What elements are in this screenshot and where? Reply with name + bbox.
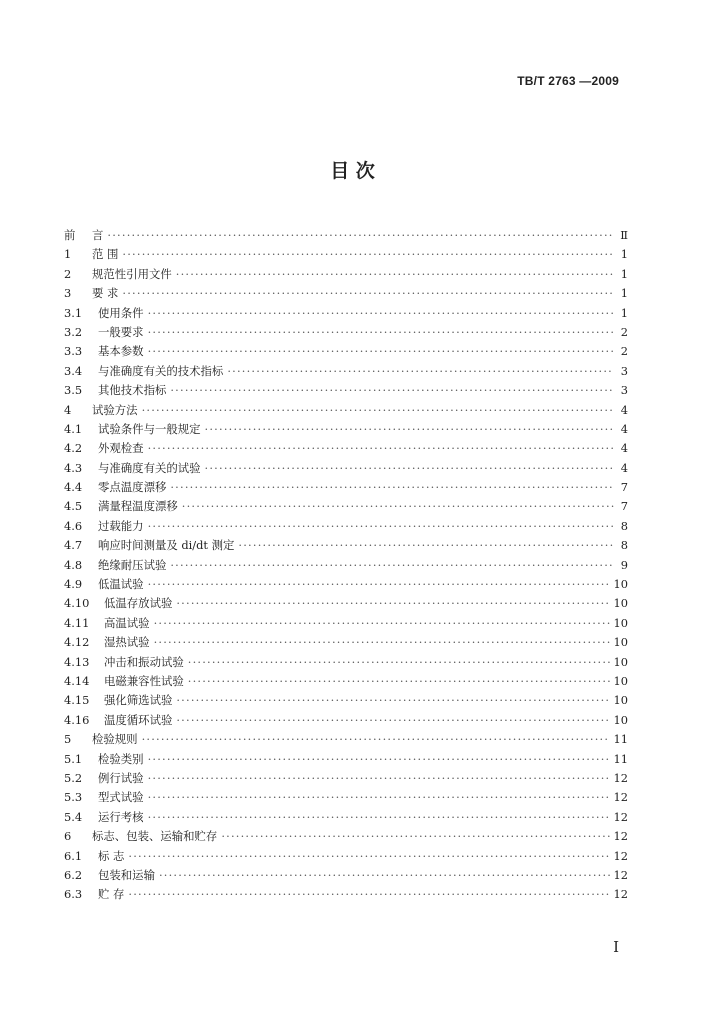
toc-leader-dots [238, 536, 614, 555]
toc-leader-dots [221, 827, 609, 846]
toc-entry-page: 12 [613, 809, 628, 824]
toc-entry-label: 运行考核 [98, 809, 144, 824]
toc-leader-dots [170, 478, 614, 497]
toc-entry-number: 1 [64, 247, 72, 262]
toc-entry-page: 1 [620, 247, 628, 262]
toc-leader-dots [128, 847, 609, 866]
toc-leader-dots [148, 788, 610, 807]
toc-entry[interactable] [64, 439, 628, 458]
toc-entry-label: 与准确度有关的技术指标 [98, 363, 224, 378]
toc-leader-dots [148, 769, 610, 788]
toc-entry-page: 3 [620, 383, 628, 398]
toc-entry-label: 试验条件与一般规定 [98, 421, 201, 436]
toc-entry-label: 基本参数 [98, 344, 144, 359]
toc-entry[interactable] [64, 730, 628, 749]
toc-entry-label: 标志、包装、运输和贮存 [92, 829, 218, 844]
toc-leader-dots [154, 614, 610, 633]
toc-entry-number: 3.3 [64, 344, 83, 359]
toc-leader-dots [128, 885, 609, 904]
page-title: 目 次 [330, 160, 375, 182]
toc-entry[interactable] [64, 265, 628, 284]
toc-entry-number: 3.4 [64, 363, 83, 378]
toc-entry-label: 外观检查 [98, 441, 144, 456]
toc-entry-page: 10 [613, 615, 628, 630]
toc-entry[interactable] [64, 284, 628, 303]
toc-entry-label: 满量程温度漂移 [98, 499, 178, 514]
page-number: I [613, 938, 619, 956]
toc-entry-label: 绝缘耐压试验 [98, 557, 167, 572]
toc-entry-number: 4.11 [64, 615, 90, 630]
toc-leader-dots [148, 750, 610, 769]
toc-entry-label: 过载能力 [98, 518, 144, 533]
toc-leader-dots [122, 284, 614, 303]
toc-leader-dots [148, 323, 614, 342]
toc-entry-page: 9 [620, 557, 628, 572]
toc-entry[interactable] [64, 633, 628, 652]
toc-entry-label: 其他技术指标 [98, 383, 167, 398]
toc-entry[interactable] [64, 691, 628, 710]
toc-entry-page: 4 [620, 460, 628, 475]
toc-leader-dots [188, 672, 610, 691]
toc-entry-number: 6.1 [64, 848, 83, 863]
toc-leader-dots [148, 517, 614, 536]
toc-entry-page: 10 [613, 596, 628, 611]
toc-entry-page: 4 [620, 441, 628, 456]
toc-entry-number: 6.3 [64, 887, 83, 902]
toc-leader-dots [176, 691, 609, 710]
toc-entry-label: 例行试验 [98, 770, 144, 785]
toc-entry-page: 4 [620, 421, 628, 436]
toc-entry[interactable] [64, 711, 628, 730]
toc-entry-label: 检验规则 [92, 732, 138, 747]
toc-entry-page: 1 [620, 286, 628, 301]
toc-entry-number: 4 [64, 402, 72, 417]
toc-entry-number: 4.6 [64, 518, 83, 533]
toc-leader-dots [205, 420, 614, 439]
toc-entry-label: 温度循环试验 [104, 712, 173, 727]
toc-entry-label: 包装和运输 [98, 867, 155, 882]
toc-entry-page: 10 [613, 635, 628, 650]
standard-code: TB/T 2763 —2009 [517, 74, 619, 88]
toc-entry-page: 10 [613, 654, 628, 669]
toc-entry[interactable] [64, 323, 628, 342]
toc-leader-dots [176, 711, 609, 730]
toc-entry-label: 标 志 [98, 848, 125, 863]
toc-entry-number: 5 [64, 732, 72, 747]
toc-entry[interactable] [64, 556, 628, 575]
toc-entry-label: 言 [92, 228, 104, 242]
toc-entry[interactable] [64, 827, 628, 846]
toc-entry-number: 4.16 [64, 712, 90, 727]
toc-entry-page: 7 [620, 480, 628, 495]
toc-entry[interactable] [64, 478, 628, 497]
toc-entry-label: 一般要求 [98, 324, 144, 339]
toc-entry-page: 2 [620, 324, 628, 339]
toc-entry-page: 7 [620, 499, 628, 514]
toc-entry-number: 4.7 [64, 538, 83, 553]
toc-entry[interactable] [64, 459, 628, 478]
toc-entry-page: 2 [620, 344, 628, 359]
toc-entry[interactable] [64, 420, 628, 439]
toc-entry[interactable] [64, 672, 628, 691]
toc-leader-dots [154, 633, 610, 652]
toc-entry-number: 5.2 [64, 770, 83, 785]
toc-entry-label: 要 求 [92, 286, 119, 301]
toc-leader-dots [182, 497, 614, 516]
toc-entry-page: 10 [613, 577, 628, 592]
toc-entry[interactable] [64, 304, 628, 323]
toc-entry-page: 1 [620, 305, 628, 320]
toc-entry-page: 8 [620, 538, 628, 553]
toc-entry-page: 12 [613, 887, 628, 902]
toc-entry-page: 12 [613, 790, 628, 805]
toc-entry[interactable] [64, 401, 628, 420]
toc-entry-page: 11 [613, 751, 628, 766]
toc-entry-page: 12 [613, 848, 628, 863]
toc-entry-number: 4.9 [64, 577, 83, 592]
toc-entry-number: 4.15 [64, 693, 90, 708]
toc-entry[interactable] [64, 362, 628, 381]
toc-leader-dots [170, 381, 614, 400]
toc-leader-dots [148, 808, 610, 827]
toc-entry[interactable] [64, 497, 628, 516]
toc-entry[interactable] [64, 594, 628, 613]
toc-entry-number: 6 [64, 829, 72, 844]
toc-entry-label: 使用条件 [98, 305, 144, 320]
toc-entry-label: 型式试验 [98, 790, 144, 805]
toc-entry-label: 低温存放试验 [104, 596, 173, 611]
toc-entry[interactable] [64, 808, 628, 827]
toc-entry-number: 5.4 [64, 809, 83, 824]
toc-entry-page: 10 [613, 673, 628, 688]
toc-entry-label: 范 围 [92, 247, 119, 262]
toc-entry-label: 贮 存 [98, 887, 125, 902]
toc-leader-dots [188, 653, 610, 672]
toc-entry-number: 4.14 [64, 673, 90, 688]
toc-entry[interactable] [64, 769, 628, 788]
toc-entry-label: 高温试验 [104, 615, 150, 630]
toc-entry[interactable] [64, 866, 628, 885]
toc-entry-label: 湿热试验 [104, 635, 150, 650]
toc-leader-dots [148, 342, 614, 361]
toc-entry-label: 低温试验 [98, 577, 144, 592]
toc-entry-number: 2 [64, 266, 72, 281]
toc-entry-label: 试验方法 [92, 402, 138, 417]
toc-entry-page: 10 [613, 712, 628, 727]
toc-entry-label: 电磁兼容性试验 [104, 673, 184, 688]
toc-entry[interactable] [64, 750, 628, 769]
toc-entry-number: 3.5 [64, 383, 83, 398]
toc-entry-page: 3 [620, 363, 628, 378]
toc-entry-label: 冲击和振动试验 [104, 654, 184, 669]
toc-entry-label: 强化筛选试验 [104, 693, 173, 708]
toc-leader-dots [107, 226, 614, 245]
toc-leader-dots [176, 594, 609, 613]
toc-entry-number: 4.13 [64, 654, 90, 669]
toc-leader-dots [122, 245, 614, 264]
toc-entry-page: 12 [613, 829, 628, 844]
toc-entry[interactable] [64, 245, 628, 264]
toc-entry-number: 5.3 [64, 790, 83, 805]
toc-entry-number: 4.3 [64, 460, 83, 475]
toc-leader-dots [142, 730, 610, 749]
toc-entry-number: 3.2 [64, 324, 83, 339]
toc-entry-number: 4.4 [64, 480, 83, 495]
toc-entry-page: 12 [613, 770, 628, 785]
toc-entry-number: 4.12 [64, 635, 90, 650]
toc-entry[interactable] [64, 653, 628, 672]
toc-leader-dots [148, 304, 614, 323]
toc-entry-number: 4.5 [64, 499, 83, 514]
toc-leader-dots [170, 556, 614, 575]
toc-entry-number: 4.2 [64, 441, 83, 456]
toc-leader-dots [148, 439, 614, 458]
toc-entry-label: 响应时间测量及 di/dt 测定 [98, 538, 235, 553]
toc-entry[interactable] [64, 614, 628, 633]
toc-entry-page: 11 [613, 732, 628, 747]
toc-entry-page: 10 [613, 693, 628, 708]
toc-entry-page: 1 [620, 266, 628, 281]
toc-entry[interactable] [64, 885, 628, 904]
toc-entry[interactable] [64, 226, 628, 245]
toc-entry-number: 3.1 [64, 305, 83, 320]
toc-leader-dots [205, 459, 614, 478]
toc-entry-number: 6.2 [64, 867, 83, 882]
toc-entry[interactable] [64, 847, 628, 866]
toc-entry-label: 与准确度有关的试验 [98, 460, 201, 475]
toc-entry-number: 4.1 [64, 421, 83, 436]
toc-entry[interactable] [64, 788, 628, 807]
toc-entry-page: Ⅱ [620, 228, 628, 242]
toc-entry-number: 3 [64, 286, 72, 301]
toc-leader-dots [159, 866, 610, 885]
toc-entry-page: 12 [613, 867, 628, 882]
toc-leader-dots [142, 401, 614, 420]
table-of-contents [64, 226, 628, 905]
toc-entry[interactable] [64, 517, 628, 536]
toc-entry-number: 4.10 [64, 596, 90, 611]
toc-leader-dots [176, 265, 614, 284]
toc-entry[interactable] [64, 381, 628, 400]
toc-leader-dots [227, 362, 614, 381]
toc-entry[interactable] [64, 536, 628, 555]
toc-entry-number: 5.1 [64, 751, 83, 766]
toc-entry-number: 前 [64, 228, 76, 242]
toc-entry-label: 规范性引用文件 [92, 266, 172, 281]
toc-entry-page: 8 [620, 518, 628, 533]
toc-entry[interactable] [64, 342, 628, 361]
toc-leader-dots [148, 575, 610, 594]
toc-entry-label: 检验类别 [98, 751, 144, 766]
toc-entry-label: 零点温度漂移 [98, 480, 167, 495]
toc-entry[interactable] [64, 575, 628, 594]
toc-entry-number: 4.8 [64, 557, 83, 572]
toc-entry-page: 4 [620, 402, 628, 417]
